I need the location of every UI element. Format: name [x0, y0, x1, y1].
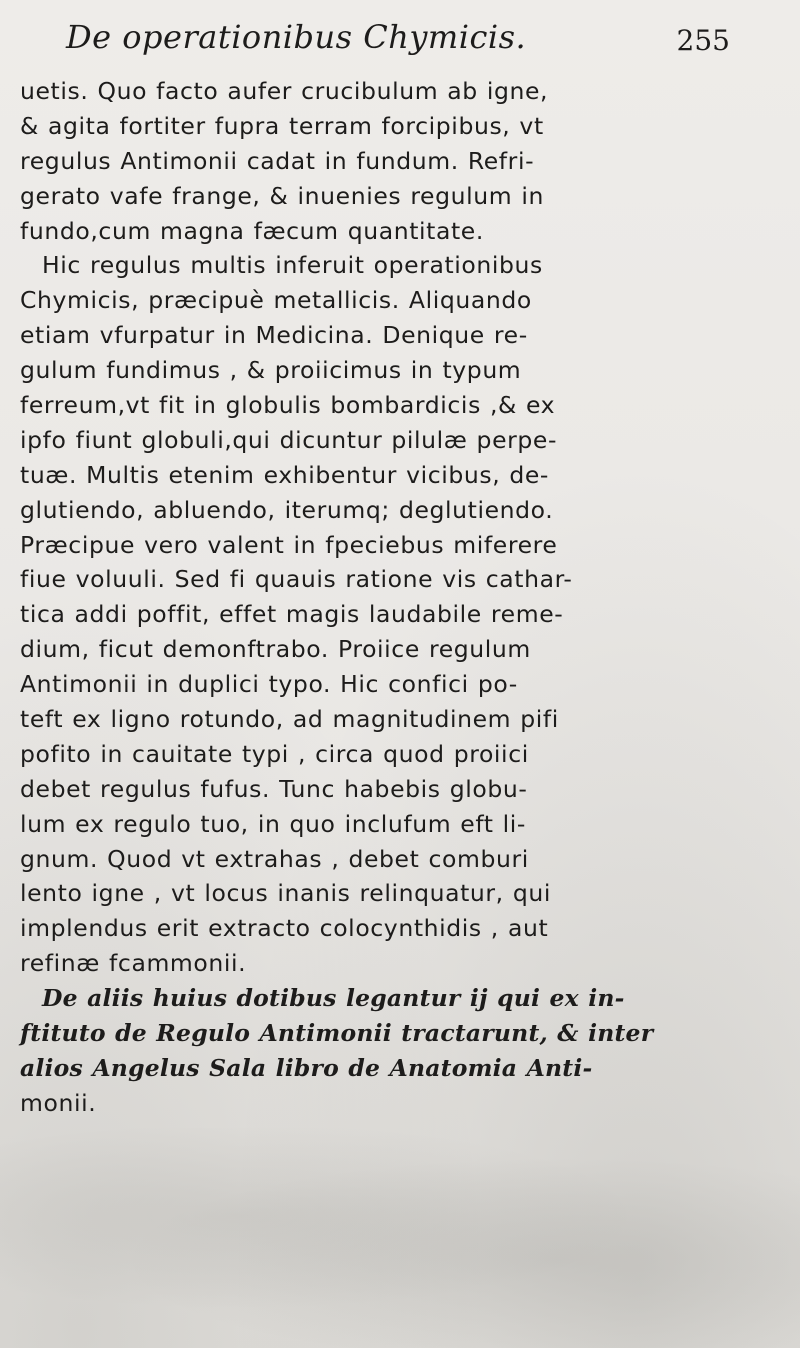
text-line: pofito in cauitate typi , circa quod proiici — [20, 739, 529, 768]
text-line: debet regulus fufus. Tunc habebis globu- — [20, 774, 528, 803]
note-line: monii. — [20, 1088, 97, 1117]
running-head-title: De operationibus Chymicis. — [66, 18, 527, 56]
paragraph-start-line: Hic regulus multis inferuit operationibus — [42, 251, 543, 280]
text-line: Præcipue vero valent in fpeciebus miferere — [20, 530, 558, 559]
text-line: regulus Antimonii cadat in fundum. Refri- — [20, 146, 535, 175]
text-line: uetis. Quo facto aufer crucibulum ab igne, — [20, 77, 549, 105]
text-line: implendus erit extracto colocynthidis , aut — [20, 914, 549, 943]
text-line: refinæ fcammonii. — [20, 949, 247, 978]
text-line: dium, ficut demonftrabo. Proiice regulum — [20, 635, 531, 664]
text-line: tuæ. Multis etenim exhibentur vicibus, de- — [20, 460, 550, 489]
paper-bleed-through — [0, 1128, 800, 1348]
body-text — [20, 74, 792, 1121]
page-number: 255 — [676, 24, 730, 57]
text-line: teft ex ligno rotundo, ad magnitudinem pifi — [20, 705, 559, 734]
text-line: gerato vafe frange, & inuenies regulum in — [20, 181, 544, 210]
text-line: ferreum,vt fit in globulis bombardicis ,& ex — [20, 391, 556, 420]
text-line: gulum fundimus , & proiicimus in typum — [20, 356, 522, 385]
text-line: fundo,cum magna fæcum quantitate. — [20, 216, 484, 245]
note-line: De aliis huius dotibus legantur ij qui ex in- — [42, 984, 625, 1013]
text-line: tica addi poffit, effet magis laudabile reme- — [20, 600, 564, 629]
note-line: alios Angelus Sala libro de Anatomia Anti- — [20, 1053, 593, 1082]
text-line: Antimonii in duplici typo. Hic confici po- — [20, 670, 518, 699]
text-line: glutiendo, abluendo, iterumq; deglutiendo. — [20, 495, 554, 524]
note-line: ftituto de Regulo Antimonii tractarunt, & inter — [20, 1019, 654, 1048]
text-line: gnum. Quod vt extrahas , debet comburi — [20, 844, 529, 873]
running-head — [66, 14, 730, 66]
text-line: lento igne , vt locus inanis relinquatur, qui — [20, 879, 551, 908]
text-line: fiue voluuli. Sed fi quauis ratione vis cathar- — [20, 565, 573, 594]
text-line: lum ex regulo tuo, in quo inclufum eft li- — [20, 809, 527, 838]
text-line: & agita fortiter fupra terram forcipibus, vt — [20, 111, 544, 140]
text-line: ipfo fiunt globuli,qui dicuntur pilulæ perpe- — [20, 425, 558, 454]
text-line: etiam vfurpatur in Medicina. Denique re- — [20, 321, 528, 350]
text-line: Chymicis, præcipuè metallicis. Aliquando — [20, 286, 532, 315]
